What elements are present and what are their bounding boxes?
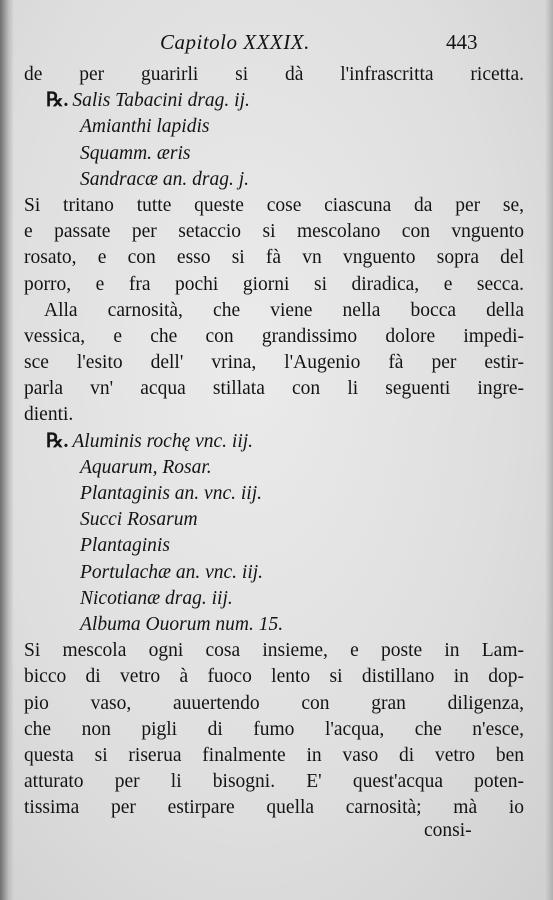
ingredient: Nicotianæ drag. iij. [80, 587, 233, 609]
running-head: Capitolo XXXIX. [160, 30, 310, 54]
text-line: tissima per estirpare quella carnosità; mà io [24, 797, 524, 819]
text-line: bicco di vetro à fuoco lento si distillano in dop- [24, 666, 524, 688]
text-line: Si tritano tutte queste cose ciascuna da per se, [24, 194, 524, 216]
text-line: atturato per li bisogni. E' quest'acqua poten- [24, 771, 524, 793]
catchword: consi- [424, 820, 472, 841]
text-line: rosato, e con esso si fà vn vnguento sopra del [24, 247, 524, 269]
text-line: che non pigli di fumo l'acqua, che n'esce, [24, 718, 524, 740]
ingredient: Plantaginis an. vnc. iij. [80, 483, 262, 504]
ingredient: Portulachæ an. vnc. iij. [80, 561, 264, 583]
text-line: questa si riserua finalmente in vaso di vetro ben [24, 744, 524, 766]
ingredient: Sandracæ an. drag. j. [80, 168, 250, 190]
text-line: vessica, e che con grandissimo dolore impedi- [24, 325, 524, 347]
text-line: Alla carnosità, che viene nella bocca della [44, 299, 524, 321]
recipe-symbol: ℞. [46, 430, 69, 452]
text-line: sce l'esito dell' vrina, l'Augenio fà per estir- [24, 352, 524, 374]
text-line: pio vaso, auuertendo con gran diligenza, [24, 692, 524, 714]
ingredient: Salis Tabacini drag. ij. [72, 90, 250, 112]
text-line: porro, e fra pochi giorni si diradica, e secca. [24, 273, 524, 295]
ingredient: Albuma Ouorum num. 15. [80, 613, 284, 635]
text-line: Si mescola ogni cosa insieme, e poste in Lam- [24, 640, 524, 662]
page-number: 443 [446, 30, 478, 54]
recipe-line [24, 88, 524, 114]
text-line: e passate per setaccio si mescolano con vnguento [24, 221, 524, 243]
ingredient: Squamm. æris [80, 142, 191, 164]
text-line: parla vn' acqua stillata con li seguenti ingre- [24, 378, 524, 400]
ingredient: Plantaginis [80, 535, 170, 557]
ingredient: Succi Rosarum [80, 509, 198, 531]
body-text [24, 62, 524, 821]
page-edge [545, 0, 553, 900]
page-header [0, 26, 553, 58]
text-line: dienti. [24, 404, 74, 426]
recipe-symbol: ℞. [46, 90, 69, 112]
text-line: de per guarirli si dà l'infrascritta ricetta. [24, 64, 524, 85]
recipe-line [24, 429, 524, 455]
ingredient: Amianthi lapidis [80, 116, 210, 138]
ingredient: Aluminis rochę vnc. iij. [72, 430, 254, 452]
ingredient: Aquarum, Rosar. [80, 456, 212, 478]
page-gutter-shadow [0, 0, 14, 900]
